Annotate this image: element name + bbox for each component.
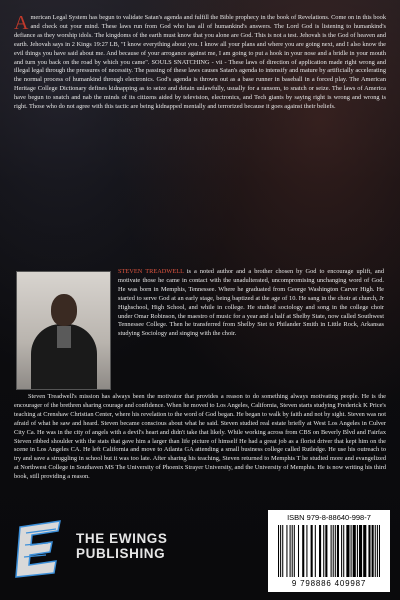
author-bio-continued: Steven Treadwell's mission has always been the motivator that provides a reason to do something always motivating people. He is the encourager of the brethren sharing courage and confidence. When he moved to Los Angeles, California, Steven starts studying Frederick K Price's teaching at Crenshaw Christian Center, where his revelation to the word of God began. He began to walk by faith and not by sight. Steven was not afraid of what he saw and heard. Steven became conscious about what he said. Steven studied real estate briefly at West Los Angeles in Culver City Ca. He was in the city of angels with a devil's heart and didn't take that likely. While working across from CBS on Beverly Blvd and Fairfax Steven ribbed shoulder with the stats that gave him a larger than life picture of himself He had a great job as a florist driver that kept him on the scene in Los Angeles CA. He left California and move to Atlanta GA attending a small business college called Rutledge. He use his outreach to try and save a struggling in school but it was too late. After sharing his teaching, Steven returned to Memphis T he studied more and evangelized at Northwest College in Southaven MS The University of Phoenix Strayer University, and the University of Memphis. He is now writing his third book, still providing a reason. (14, 393, 386, 481)
barcode-digits: 9 798886 409987 (291, 579, 367, 588)
barcode-bar (337, 525, 339, 577)
barcode-bars (278, 525, 380, 577)
author-photo-shirt (57, 326, 71, 348)
barcode-bar (359, 525, 362, 577)
barcode-bar (375, 525, 376, 577)
barcode-bar (343, 525, 344, 577)
publisher-name-line2: PUBLISHING (76, 546, 166, 561)
author-photo-head (51, 294, 77, 326)
barcode-bar (353, 525, 356, 577)
author-name: STEVEN TREADWELL (118, 268, 184, 275)
publisher-name (76, 531, 216, 561)
barcode-bar (278, 525, 279, 577)
isbn-label: ISBN 979-8-88640-998-7 (287, 513, 371, 522)
barcode-bar (335, 525, 336, 577)
barcode-bar (379, 525, 380, 577)
barcode-bar (292, 525, 293, 577)
barcode-bar (331, 525, 332, 577)
barcode-bar (315, 525, 316, 577)
publisher-block (12, 517, 212, 589)
barcode-bar (325, 525, 327, 577)
barcode-bar (282, 525, 283, 577)
barcode-bar (346, 525, 349, 577)
isbn-barcode (268, 510, 390, 592)
publisher-name-line1: THE EWINGS (76, 531, 168, 546)
blurb-text: merican Legal System has begun to validate Satan's agenda and fulfill the Bible prophecy in the book of Revelations. Come on in this book and check out your mind. These laws run from God who has all of humankind's answers. The Lord God is listening to humankind's defiance as they worship idols. The kingdoms of the earth must know that you alone are God. This is not a test. Jehovah is the God of heaven and earth. Jehovah says in 2 Kings 19:27 LB, "I know everything about you. I know all your plans and where you are going next, and I also know the evil things you have said about me. And because of your arrogance against me, I am going to put a hook in your nose and a bridle in your mouth and turn you back on the road by which you came". SOULS SNATCHING - vii - These laws of direction of application made right wrong and illegal legal through the pressures of necessity. The passing of these laws causes Satan's agenda to intensify and mature by artificially accelerating the normal process of humankind through electronics. God's agenda is thrown out as a base runner in baseball in a forced play. The American Heritage College Dictionary defines kidnapping as to seize and detain unlawfully, usually for a ransom, to snatch or seize. The laws of America have begun to snatch and nab the minds of its citizens aided by television, electronics, and Tech giants by saying right is wrong and wrong is right. Those who do not agree with this tactic are being kidnapped mentally and terrorized because it goes against their beliefs. (14, 14, 386, 111)
barcode-bar (333, 525, 334, 577)
author-photo (16, 271, 111, 390)
barcode-bar (357, 525, 358, 577)
author-bio-intro-text: is a noted author and a brother chosen by God to encourage uplift, and motivate those he came in contact with the unadulterated, uncompromising unchanging word of God. He was born in Memphis, Tennessee. Where he graduated from George Washington Carver High. He started to serve God at an early stage, being baptized at the age of 10. He sang in the choir at church, Jr Highschool, High School, and while in college. He studied sociology and song in the college choir under Omar Robinson, the maestro of music for a year and a half at Shelby State, now called Southwest Tennessee College. Then he transferred from Shelby Stet to Philander Smith in Little Rock, Arkansas studying Sociology and singing with the choir. (118, 268, 385, 338)
author-bio-intro (118, 268, 384, 339)
barcode-bar (286, 525, 287, 577)
barcode-bar (298, 525, 299, 577)
barcode-bar (290, 525, 291, 577)
barcode-bar (351, 525, 352, 577)
barcode-bar (377, 525, 378, 577)
barcode-bar (280, 525, 281, 577)
barcode-bar (368, 525, 370, 577)
drop-cap: A (14, 12, 29, 34)
barcode-bar (372, 525, 374, 577)
blurb-paragraph (14, 14, 386, 112)
ewings-e-logo-icon (12, 517, 76, 581)
barcode-bar (311, 525, 313, 577)
barcode-bar (363, 525, 366, 577)
barcode-bar (319, 525, 321, 577)
barcode-bar (341, 525, 342, 577)
barcode-bar (323, 525, 324, 577)
barcode-bar (302, 525, 304, 577)
barcode-bar (294, 525, 295, 577)
barcode-bar (306, 525, 307, 577)
